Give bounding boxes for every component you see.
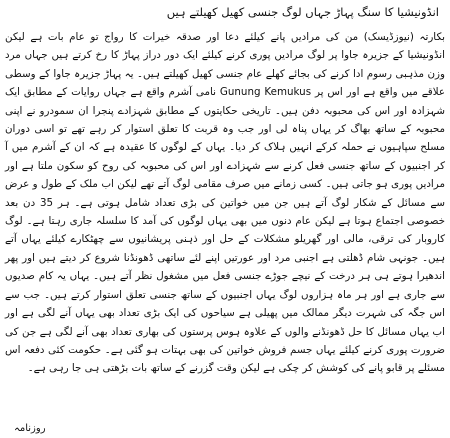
article-paragraph: بکارتہ (نیوزڈیسک) من کی مرادیں پانے کیلئے دعا اور صدقہ خیرات کا رواج تو عام بات ہے لیکن انڈونیشیا کے جزیرہ جاوا پر لوگ مرادیں پوری کرنے کیلئے ایک دور دراز پہاڑ کا رخ کرتے ہیں جہاں مرد وزن مذہبی رسوم ادا کرنے کی بجائے کھلے عام جنسی کھیل کھیلتے ہیں۔ یہ پہاڑ جزیرہ جاوا کے وسطی علاقے میں واقع ہے اور اس پر Gunung Kemukus نامی آشرم واقع ہے جہاں روایات کے مطابق ایک شہزادہ اور اس کی محبوبہ دفن ہیں۔ تاریخی حکایتوں کے مطابق شہزادے پنجرا ان سمودرو نے اپنی محبوبہ کے ساتھ بھاگ کر یہاں پناہ لی اور جب وہ قربت کا تعلق استوار کر رہے تھے تو اسی دوران مسلح سپاہیوں نے حملہ کرکے انہیں ہلاک کر دیا۔ یہاں کے لوگوں کا عقیدہ ہے کہ ان کے آشرم میں آ کر اجنبیوں کے ساتھ جنسی فعل کرنے سے شہزادے اور اس کی محبوبہ کی روح کو سکون ملتا ہے اور مرادیں پوری ہو جاتی ہیں۔ کسی زمانے میں صرف مقامی لوگ آتے تھے لیکن اب ملک کے طول و عرض سے مسائل کے شکار لوگ آتے ہیں جن میں خواتین کی بڑی تعداد شامل ہوتی ہے۔ ہر 35 دن بعد خصوصی اجتماع ہوتا ہے لیکن عام دنوں میں بھی یہاں لوگوں کی آمد کا سلسلہ جاری رہتا ہے۔ لوگ کاروبار کی ترقی، مالی اور گھریلو مشکلات کے حل اور ذہنی پریشانیوں سے چھٹکارے کیلئے یہاں آتے ہیں۔ جونہی شام ڈھلتی ہے اجنبی مرد اور عورتیں اپنے لئے ساتھی ڈھونڈنا شروع کر دیتے ہیں اور پھر اندھیرا ہوتے ہی ہر درخت کے نیچے جوڑے جنسی فعل میں مشغول نظر آتے ہیں۔ یہاں یہ کام صدیوں سے جاری ہے اور ہر ماہ ہزاروں لوگ یہاں اجنبیوں کے ساتھ جنسی تعلق استوار کرتے ہیں۔ جب سے اس جگہ کی شہرت دیگر ممالک میں پھیلی ہے سیاحوں کی ایک بڑی تعداد بھی یہاں آنے لگی ہے اور اب یہاں مسائل کا حل ڈھونڈنے والوں کے علاوہ ہوس پرستوں کی بھاری تعداد بھی آنے لگی ہے جن کی ضرورت پوری کرنے کیلئے یہاں جسم فروش خواتین کی بھی بہتات ہو گئی ہے۔ حکومت کئی دفعہ اس مسئلے پر قابو پانے کی کوشش کر چکی ہے لیکن وقت گزرنے کے ساتھ بات بڑھتی ہی جا رہی ہے۔ <box>5 31 446 375</box>
article-body <box>5 28 445 378</box>
article-headline: انڈونیشیا کا سنگ پہاڑ جہاں لوگ جنسی کھیل کھیلتے ہیں <box>166 5 439 19</box>
article-byline: روزنامہ <box>14 423 46 434</box>
